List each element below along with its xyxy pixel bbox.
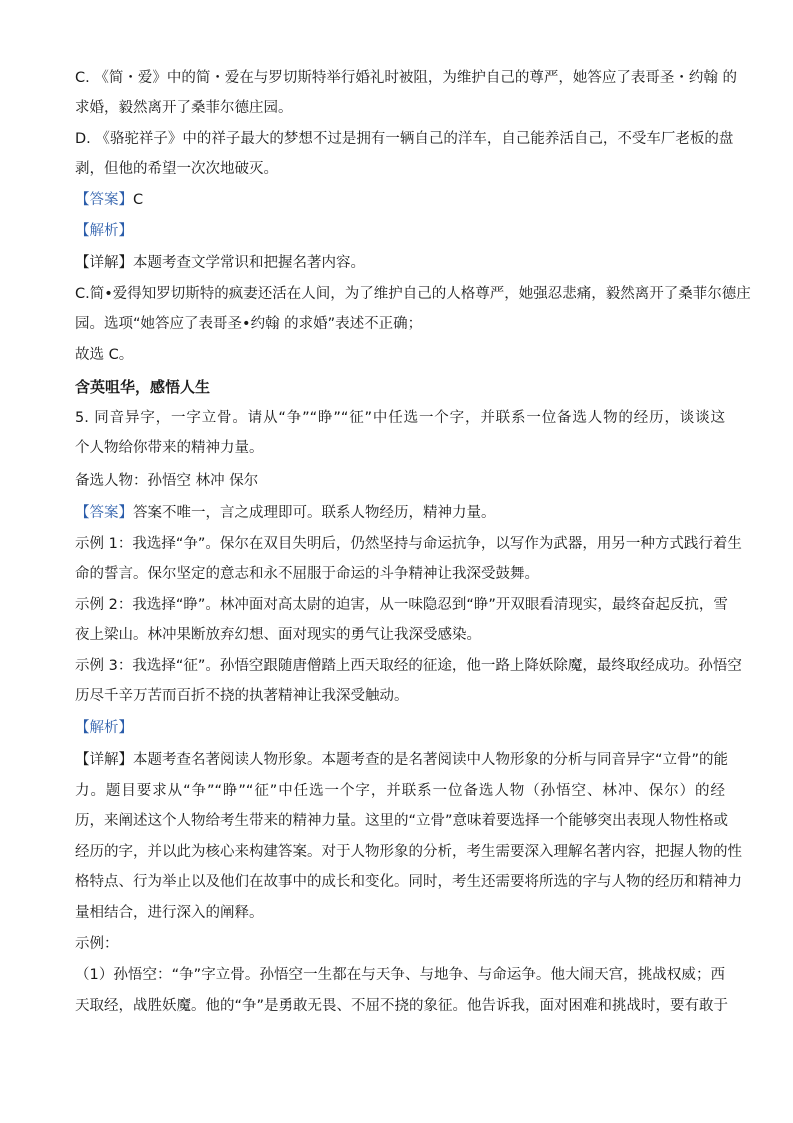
conclusion-line: 故选 C。	[75, 347, 134, 363]
answer-tag-2: 【答案】	[75, 505, 133, 521]
detail-2-text: 本题考查名著阅读人物形象。本题考查的是名著阅读中人物形象的分析与同音异字“立骨”的能	[133, 752, 729, 768]
detail-tag-2: 【详解】	[75, 752, 133, 768]
answer-line-2	[75, 503, 725, 523]
analysis-line-2	[75, 718, 725, 738]
detail-2-line-1	[75, 750, 729, 770]
question-5-line-1: 5. 同音异字，一字立骨。请从“争”“睁”“征”中任选一个字，并联系一位备选人物的经历，谈谈这	[75, 410, 725, 426]
detail-tag: 【详解】	[75, 255, 133, 271]
analysis-tag: 【解析】	[75, 223, 133, 239]
detail-2-line-5: 格特点、行为举止以及他们在故事中的成长和变化。同时，考生还需要将所选的字与人物的经历和精神力	[75, 874, 742, 890]
example-3-line-1: 示例 3：我选择“征”。孙悟空跟随唐僧踏上西天取经的征途，他一路上降妖除魔，最终取经成功。孙悟空	[75, 658, 742, 674]
analysis-line	[75, 221, 725, 241]
detail-line	[75, 253, 725, 273]
option-d-line-2: 剥，但他的希望一次次地破灭。	[75, 161, 278, 177]
option-c-line-2: 求婚，毅然离开了桑菲尔德庄园。	[75, 100, 293, 116]
detail-2-line-2: 力。题目要求从“争”“睁”“征”中任选一个字，并联系一位备选人物（孙悟空、林冲、保尔）的经	[75, 783, 725, 799]
option-d-line-1: D. 《骆驼祥子》中的祥子最大的梦想不过是拥有一辆自己的洋车，自己能养活自己，不受车厂老板的盘	[75, 131, 734, 147]
example-3-line-2: 历尽千辛万苦而百折不挠的执著精神让我深受触动。	[75, 688, 409, 704]
detail-2-line-6: 量相结合，进行深入的阐释。	[75, 905, 264, 921]
detail-body-line-2: 园。选项“她答应了表哥圣•约翰 的求婚”表述不正确；	[75, 316, 423, 332]
example-1-line-2: 命的誓言。保尔坚定的意志和永不屈服于命运的斗争精神让我深受鼓舞。	[75, 566, 539, 582]
section-heading: 含英咀华，感悟人生	[75, 378, 211, 396]
detail-body-line-1: C.简•爱得知罗切斯特的疯妻还活在人间，为了维护自己的人格尊严，她强忍悲痛，毅然离开了桑菲尔德庄	[75, 286, 751, 302]
example-1-line-1: 示例 1：我选择“争”。保尔在双目失明后，仍然坚持与命运抗争，以写作为武器，用另一种方式践行着生	[75, 536, 742, 552]
detail-2-line-4: 经历的字，并以此为核心来构建答案。对于人物形象的分析，考生需要深入理解名著内容，把握人物的性	[75, 844, 742, 860]
example-2-line-2: 夜上梁山。林冲果断放弃幻想、面对现实的勇气让我深受感染。	[75, 627, 481, 643]
answer-text-2: 答案不唯一，言之成理即可。联系人物经历，精神力量。	[133, 505, 496, 521]
detail-2-line-3: 历，来阐述这个人物给考生带来的精神力量。这里的“立骨”意味着要选择一个能够突出表现人物性格或	[75, 813, 729, 829]
option-c-line-1: C. 《简・爱》中的简・爱在与罗切斯特举行婚礼时被阻，为维护自己的尊严，她答应了表哥圣・约翰 的	[75, 70, 737, 86]
question-5-line-2: 个人物给你带来的精神力量。	[75, 440, 264, 456]
answer-text: C	[133, 192, 144, 208]
analysis-tag-2: 【解析】	[75, 720, 133, 736]
answer-line	[75, 190, 725, 210]
example-sunwukong-line-1: （1）孙悟空：“争”字立骨。孙悟空一生都在与天争、与地争、与命运争。他大闹天宫，挑战权威；西	[75, 967, 725, 983]
candidate-characters: 备选人物：孙悟空 林冲 保尔	[75, 473, 259, 489]
detail-text: 本题考查文学常识和把握名著内容。	[133, 255, 365, 271]
answer-tag: 【答案】	[75, 192, 133, 208]
example-sunwukong-line-2: 天取经，战胜妖魔。他的“争”是勇敢无畏、不屈不挠的象征。他告诉我，面对困难和挑战时，要有敢于	[75, 998, 729, 1014]
example-label: 示例：	[75, 936, 119, 952]
example-2-line-1: 示例 2：我选择“睁”。林冲面对高太尉的迫害，从一味隐忍到“睁”开双眼看清现实，最终奋起反抗，雪	[75, 597, 728, 613]
